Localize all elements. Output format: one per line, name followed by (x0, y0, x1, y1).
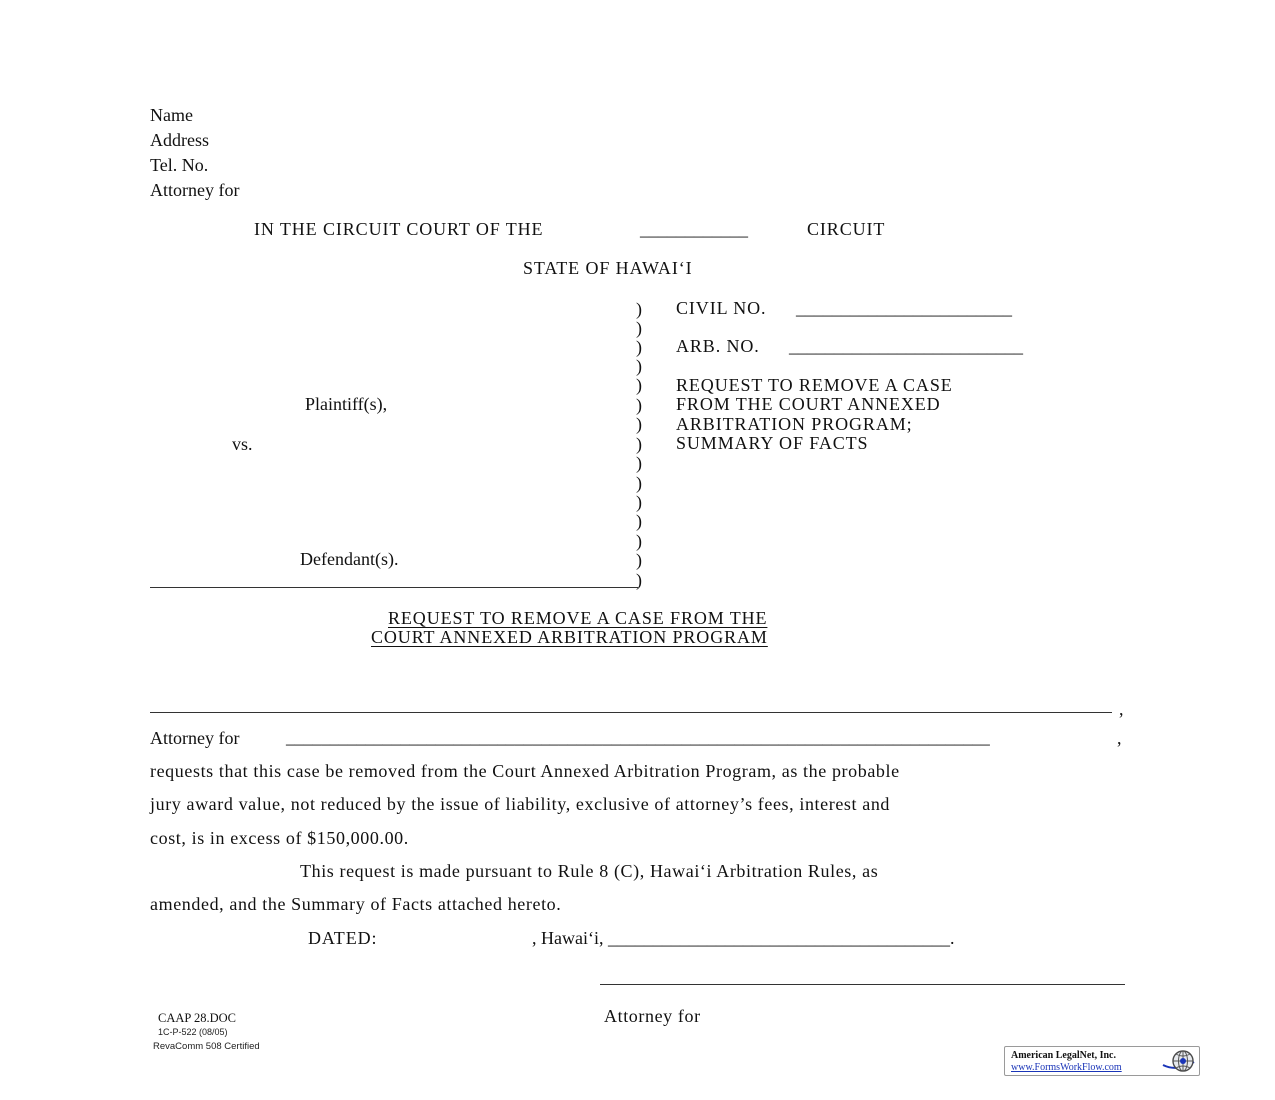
arb-no-field[interactable]: __________________________ (789, 336, 1023, 356)
caption-bottom-rule (150, 587, 638, 588)
plaintiff-label: Plaintiff(s), (305, 394, 388, 414)
main-title-line2: COURT ANNEXED ARBITRATION PROGRAM (371, 627, 768, 647)
publisher-badge[interactable] (1004, 1046, 1200, 1076)
caption-paren: ) (636, 570, 642, 590)
caption-paren: ) (636, 473, 642, 493)
state-line: STATE OF HAWAI‘I (523, 258, 693, 278)
globe-icon (1161, 1048, 1197, 1074)
caption-title-line: REQUEST TO REMOVE A CASE (676, 375, 953, 395)
dated-place-field[interactable]: , Hawai‘i, ______________________________________. (532, 928, 955, 948)
footer-form-number: 1C-P-522 (08/05) (158, 1027, 228, 1037)
caption-paren: ) (636, 299, 642, 319)
attorney-name-line[interactable] (150, 712, 1112, 713)
caption-paren: ) (636, 492, 642, 512)
attorney-for-comma: , (1117, 728, 1122, 748)
publisher-link[interactable]: www.FormsWorkFlow.com (1011, 1062, 1122, 1073)
header-attorney-for: Attorney for (150, 180, 240, 200)
header-address: Address (150, 130, 209, 150)
civil-no-label: CIVIL NO. (676, 298, 767, 318)
signature-line[interactable] (600, 984, 1125, 985)
pursuant-paragraph-line: amended, and the Summary of Facts attached hereto. (150, 894, 562, 914)
dated-label: DATED: (308, 928, 378, 948)
caption-title-line: ARBITRATION PROGRAM; (676, 414, 913, 434)
publisher-name: American LegalNet, Inc. (1011, 1050, 1116, 1061)
name-line-comma: , (1119, 699, 1124, 719)
signature-attorney-for: Attorney for (604, 1006, 701, 1026)
attorney-for-label: Attorney for (150, 728, 240, 748)
caption-paren: ) (636, 356, 642, 376)
caption-paren: ) (636, 531, 642, 551)
header-tel: Tel. No. (150, 155, 209, 175)
caption-paren: ) (636, 318, 642, 338)
caption-title-line: SUMMARY OF FACTS (676, 433, 869, 453)
caption-paren: ) (636, 337, 642, 357)
vs-label: vs. (232, 434, 253, 454)
caption-paren: ) (636, 395, 642, 415)
pursuant-paragraph-line: This request is made pursuant to Rule 8 (C), Hawai‘i Arbitration Rules, as (300, 861, 879, 881)
caption-title-line: FROM THE COURT ANNEXED (676, 394, 941, 414)
caption-paren: ) (636, 453, 642, 473)
footer-doc-code: CAAP 28.DOC (158, 1011, 237, 1025)
footer-certified: RevaComm 508 Certified (153, 1041, 260, 1052)
circuit-blank[interactable]: ____________ (640, 219, 748, 239)
caption-paren: ) (636, 414, 642, 434)
defendant-label: Defendant(s). (300, 549, 399, 569)
arb-no-label: ARB. NO. (676, 336, 760, 356)
court-line-prefix: IN THE CIRCUIT COURT OF THE (254, 219, 544, 239)
caption-paren: ) (636, 550, 642, 570)
body-paragraph-line: requests that this case be removed from the Court Annexed Arbitration Program, as the probable (150, 761, 900, 781)
caption-paren: ) (636, 434, 642, 454)
caption-paren: ) (636, 511, 642, 531)
body-paragraph-line: cost, is in excess of $150,000.00. (150, 828, 409, 848)
caption-paren: ) (636, 375, 642, 395)
court-line-suffix: CIRCUIT (807, 219, 886, 239)
header-name: Name (150, 105, 193, 125)
body-paragraph-line: jury award value, not reduced by the issue of liability, exclusive of attorney’s fees, interest and (150, 794, 891, 814)
main-title-line1: REQUEST TO REMOVE A CASE FROM THE (388, 608, 768, 628)
civil-no-field[interactable]: ________________________ (796, 298, 1012, 318)
attorney-for-field[interactable]: ________________________________________________________________________________ (286, 727, 990, 747)
